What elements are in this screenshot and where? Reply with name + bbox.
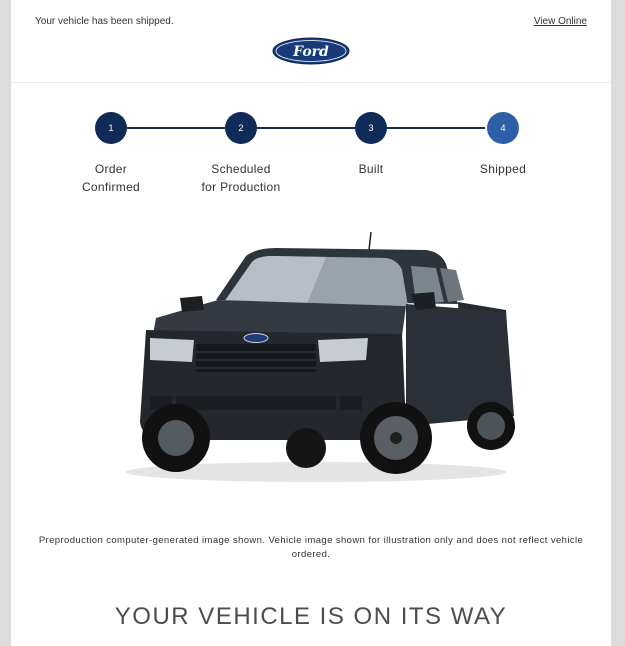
- step-2-label: [176, 160, 306, 196]
- email-header: [11, 0, 611, 83]
- step-label-line: Order: [94, 162, 128, 176]
- preheader-text: Your vehicle has been shipped.: [35, 16, 174, 27]
- image-disclaimer: Preproduction computer-generated image shown. Vehicle image shown for illustration only and does not reflect vehicle ordered.: [38, 535, 584, 560]
- step-label-line: Confirmed: [81, 180, 141, 194]
- email-container: [11, 0, 611, 646]
- pickup-truck-image: [106, 226, 526, 486]
- step-label-line: Built: [358, 162, 384, 176]
- view-online-link[interactable]: View Online: [533, 16, 587, 27]
- step-3-circle: 3: [355, 112, 387, 144]
- page-headline: YOUR VEHICLE IS ON ITS WAY: [114, 603, 508, 630]
- progress-connector: [127, 127, 225, 129]
- step-label-line: Scheduled: [211, 162, 271, 176]
- progress-connector: [387, 127, 485, 129]
- step-3-label: [306, 160, 436, 178]
- order-progress-tracker: [11, 110, 611, 210]
- step-label-line: Shipped: [479, 162, 527, 176]
- step-label-line: for Production: [201, 180, 281, 194]
- step-2-circle: 2: [225, 112, 257, 144]
- step-4-circle: 4: [487, 112, 519, 144]
- step-1-label: [46, 160, 176, 196]
- step-1-circle: 1: [95, 112, 127, 144]
- progress-connector: [257, 127, 355, 129]
- ford-logo-text: Ford: [293, 44, 329, 60]
- ford-logo[interactable]: [272, 37, 350, 65]
- step-4-label: [438, 160, 568, 178]
